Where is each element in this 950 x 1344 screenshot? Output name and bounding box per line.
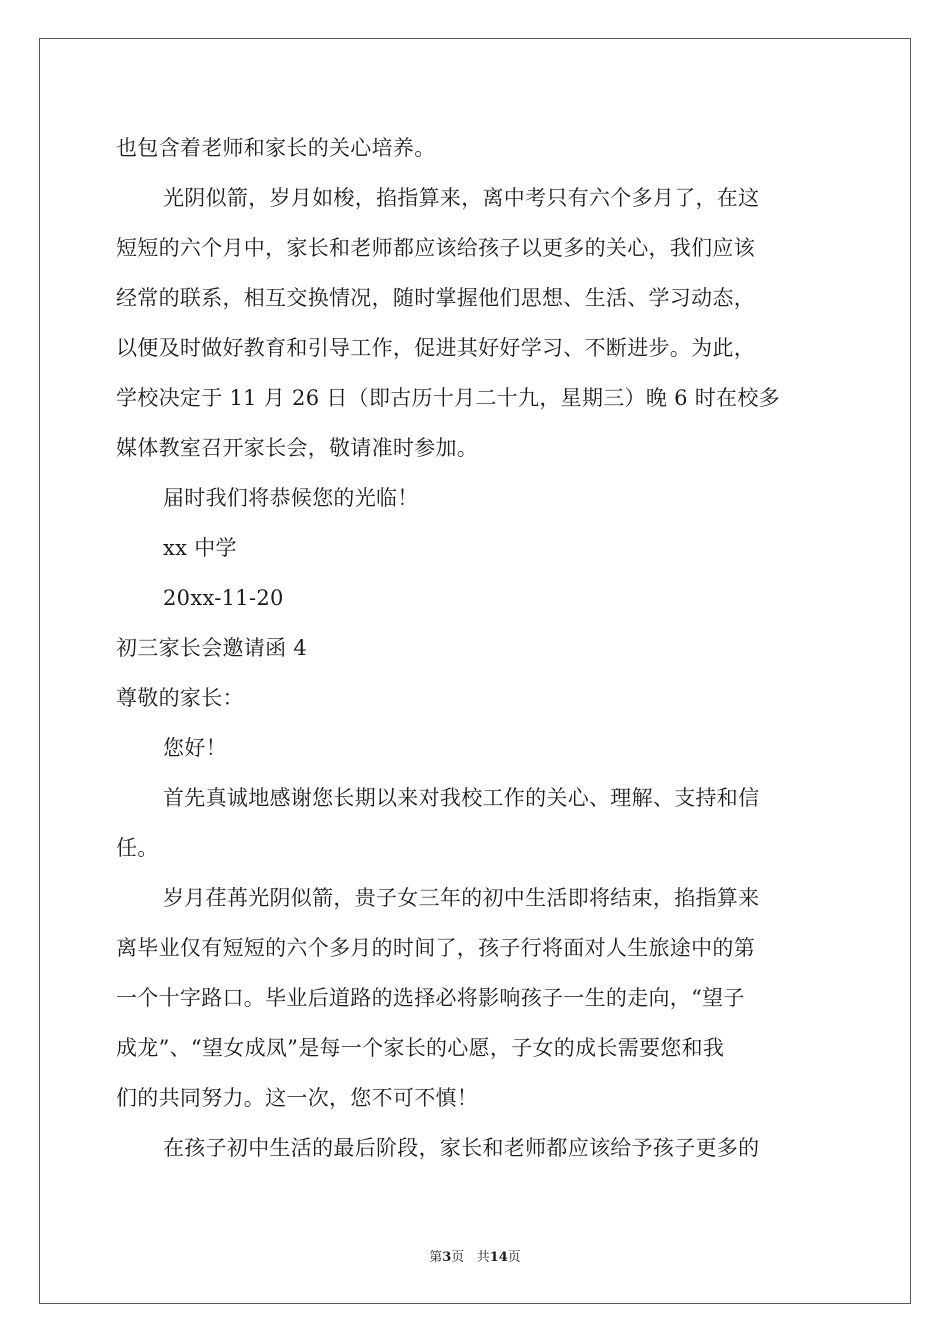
paragraph-line: 岁月荏苒光阴似箭，贵子女三年的初中生活即将结束，掐指算来 [163, 886, 760, 910]
paragraph-line: 一个十字路口。毕业后道路的选择必将影响孩子一生的走向，“望子 [116, 986, 745, 1010]
paragraph-line: 以便及时做好教育和引导工作，促进其好好学习、不断进步。为此， [116, 336, 755, 360]
paragraph-line: 媒体教室召开家长会，敬请准时参加。 [116, 436, 479, 460]
signature-date: 20xx-11-20 [163, 586, 284, 610]
footer-total-pages: 14 [489, 1250, 508, 1265]
footer-page-number: 3 [442, 1250, 452, 1265]
footer-page-suffix: 页 [451, 1250, 465, 1265]
footer-total-prefix: 共 [476, 1250, 490, 1265]
closing-line: 届时我们将恭候您的光临！ [163, 486, 419, 510]
footer-page-prefix: 第 [429, 1250, 443, 1265]
paragraph-line: 离毕业仅有短短的六个多月的时间了，孩子行将面对人生旅途中的第 [116, 936, 755, 960]
paragraph-line: 也包含着老师和家长的关心培养。 [116, 136, 436, 160]
paragraph-line: 学校决定于 11 月 26 日（即古历十月二十九，星期三）晚 6 时在校多 [116, 386, 780, 410]
paragraph-line: 任。 [116, 836, 159, 860]
signature-school: xx 中学 [163, 536, 237, 560]
paragraph-line: 光阴似箭，岁月如梭，掐指算来，离中考只有六个多月了，在这 [163, 186, 760, 210]
paragraph-line: 在孩子初中生活的最后阶段，家长和老师都应该给予孩子更多的 [163, 1136, 760, 1160]
section-heading: 初三家长会邀请函 4 [116, 636, 308, 660]
paragraph-line: 短短的六个月中，家长和老师都应该给孩子以更多的关心，我们应该 [116, 236, 755, 260]
footer-total-suffix: 页 [507, 1250, 521, 1265]
paragraph-line: 们的共同努力。这一次，您不可不慎！ [116, 1086, 479, 1110]
page-footer [0, 1248, 950, 1268]
paragraph-line: 成龙”、“望女成凤”是每一个家长的心愿，子女的成长需要您和我 [116, 1036, 725, 1060]
paragraph-line: 首先真诚地感谢您长期以来对我校工作的关心、理解、支持和信 [163, 786, 760, 810]
greeting: 您好！ [163, 736, 227, 760]
document-body [116, 123, 832, 1173]
paragraph-line: 经常的联系，相互交换情况，随时掌握他们思想、生活、学习动态， [116, 286, 755, 310]
salutation: 尊敬的家长： [116, 686, 244, 710]
